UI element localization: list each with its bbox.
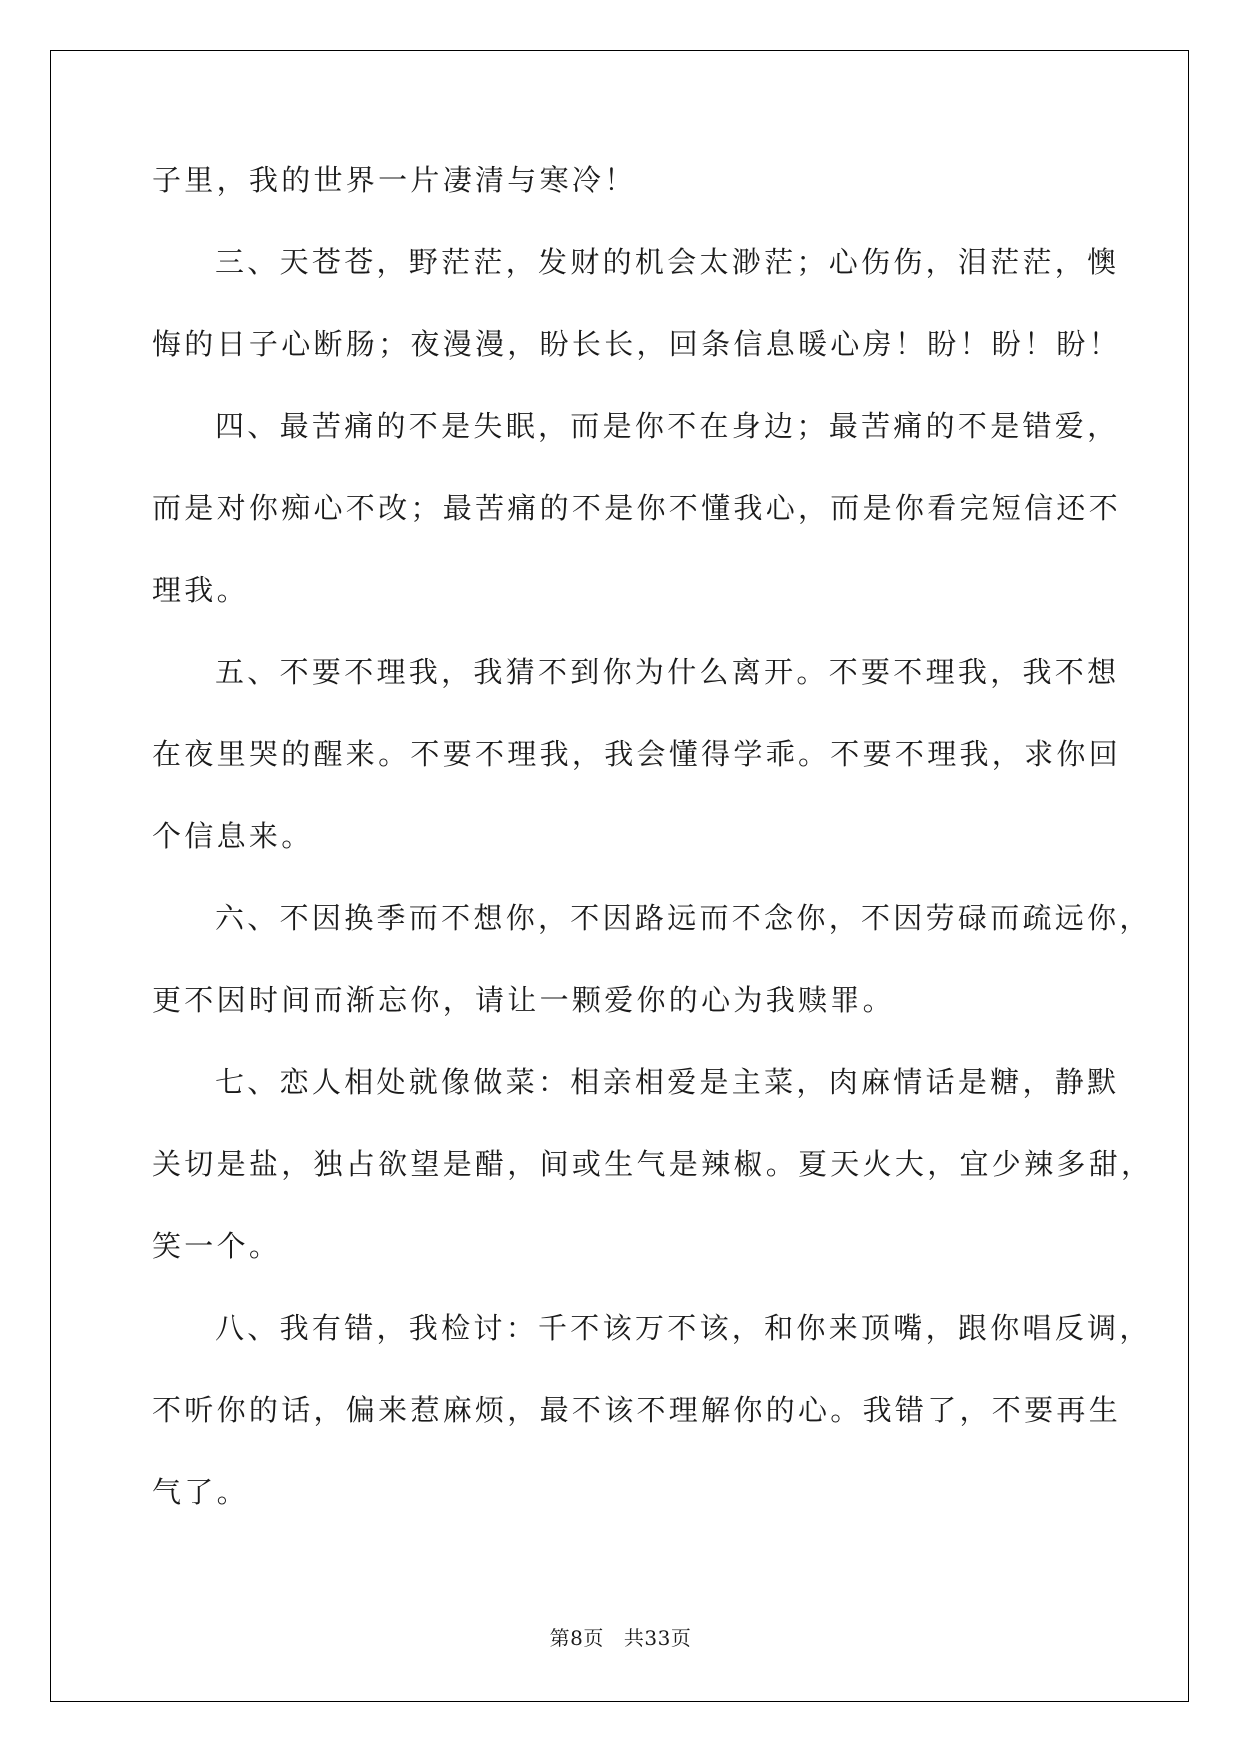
paragraph-4-line: 四、最苦痛的不是失眠，而是你不在身边；最苦痛的不是错爱，	[215, 409, 1120, 443]
paragraph-8-line: 八、我有错，我检讨：千不该万不该，和你来顶嘴，跟你唱反调，	[215, 1311, 1152, 1345]
page-number: 第8页	[549, 1626, 604, 1650]
document-body	[152, 155, 1154, 1549]
text-line: 笑一个。	[152, 1229, 282, 1263]
page-footer	[0, 1622, 1241, 1651]
text-line: 更不因时间而渐忘你，请让一颗爱你的心为我赎罪。	[152, 983, 895, 1017]
text-line: 理我。	[152, 573, 249, 607]
paragraph-7-line: 七、恋人相处就像做菜：相亲相爱是主菜，肉麻情话是糖，静默	[215, 1065, 1120, 1099]
page-total: 共33页	[623, 1626, 692, 1650]
text-line: 悔的日子心断肠；夜漫漫，盼长长，回条信息暖心房！盼！盼！盼！	[152, 327, 1122, 361]
text-line: 不听你的话，偏来惹麻烦，最不该不理解你的心。我错了，不要再生	[152, 1393, 1122, 1427]
paragraph-5-line: 五、不要不理我，我猜不到你为什么离开。不要不理我，我不想	[215, 655, 1120, 689]
text-line: 在夜里哭的醒来。不要不理我，我会懂得学乖。不要不理我，求你回	[152, 737, 1122, 771]
text-line: 而是对你痴心不改；最苦痛的不是你不懂我心，而是你看完短信还不	[152, 491, 1122, 525]
text-line: 气了。	[152, 1475, 249, 1509]
text-line: 个信息来。	[152, 819, 314, 853]
paragraph-6-line: 六、不因换季而不想你，不因路远而不念你，不因劳碌而疏远你，	[215, 901, 1152, 935]
text-line: 关切是盐，独占欲望是醋，间或生气是辣椒。夏天火大，宜少辣多甜，	[152, 1147, 1154, 1181]
paragraph-3-line: 三、天苍苍，野茫茫，发财的机会太渺茫；心伤伤，泪茫茫，懊	[215, 245, 1120, 279]
text-line: 子里，我的世界一片凄清与寒冷！	[152, 163, 637, 197]
